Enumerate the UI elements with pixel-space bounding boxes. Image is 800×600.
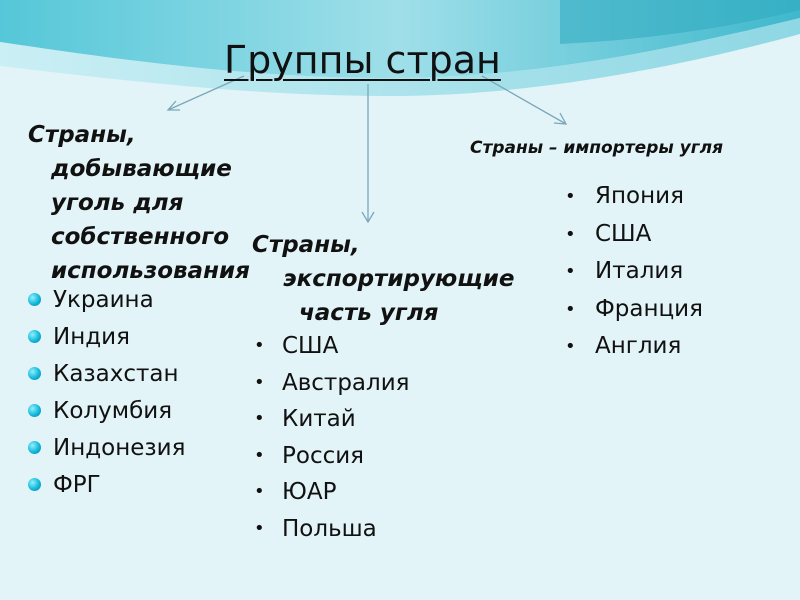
list-item: • Япония — [563, 178, 703, 216]
left-column-heading — [28, 118, 250, 288]
left-heading-line: использования — [51, 258, 250, 284]
bullet-icon: • — [565, 336, 576, 357]
left-country-list — [28, 282, 185, 504]
bullet-icon: • — [565, 261, 576, 282]
middle-column-heading — [252, 228, 514, 330]
list-item: • США — [252, 328, 410, 365]
left-heading-line: собственного — [51, 224, 230, 250]
bullet-icon: • — [565, 298, 576, 320]
bullet-icon — [28, 367, 41, 380]
left-heading-line: уголь для — [51, 190, 184, 216]
right-country-list — [563, 178, 703, 366]
bullet-icon: • — [254, 517, 265, 539]
list-item: • Австралия — [252, 365, 410, 402]
list-item: • Китай — [252, 401, 410, 438]
bullet-icon — [28, 293, 41, 306]
list-item: • Россия — [252, 438, 410, 475]
bullet-icon: • — [565, 223, 576, 245]
bullet-icon — [28, 441, 41, 454]
list-item: • Франция — [563, 291, 703, 329]
list-item: Индонезия — [28, 430, 185, 467]
bullet-icon: • — [565, 186, 576, 207]
right-column-heading: Страны – импортеры угля — [470, 138, 723, 158]
bullet-icon: • — [254, 481, 265, 502]
middle-heading-line: часть угля — [299, 300, 439, 326]
list-item: Индия — [28, 319, 185, 356]
page-title: Группы стран — [224, 38, 501, 82]
bullet-icon: • — [254, 371, 265, 393]
list-item: • ЮАР — [252, 474, 410, 511]
bullet-icon: • — [254, 335, 265, 356]
list-item: • Англия — [563, 328, 703, 366]
middle-heading-line: экспортирующие — [283, 266, 515, 292]
list-item: • Италия — [563, 253, 703, 291]
list-item: • Польша — [252, 511, 410, 548]
bullet-icon: • — [254, 408, 265, 429]
bullet-icon — [28, 330, 41, 343]
left-heading-line: добывающие — [51, 156, 232, 182]
list-item: Украина — [28, 282, 185, 319]
bullet-icon — [28, 404, 41, 417]
list-item: Колумбия — [28, 393, 185, 430]
list-item: • США — [563, 216, 703, 254]
list-item: ФРГ — [28, 467, 185, 504]
bullet-icon: • — [254, 444, 265, 466]
middle-heading-line: Страны, — [252, 232, 360, 258]
left-heading-line: Страны, — [28, 122, 136, 148]
list-item: Казахстан — [28, 356, 185, 393]
bullet-icon — [28, 478, 41, 491]
middle-country-list — [252, 328, 410, 547]
